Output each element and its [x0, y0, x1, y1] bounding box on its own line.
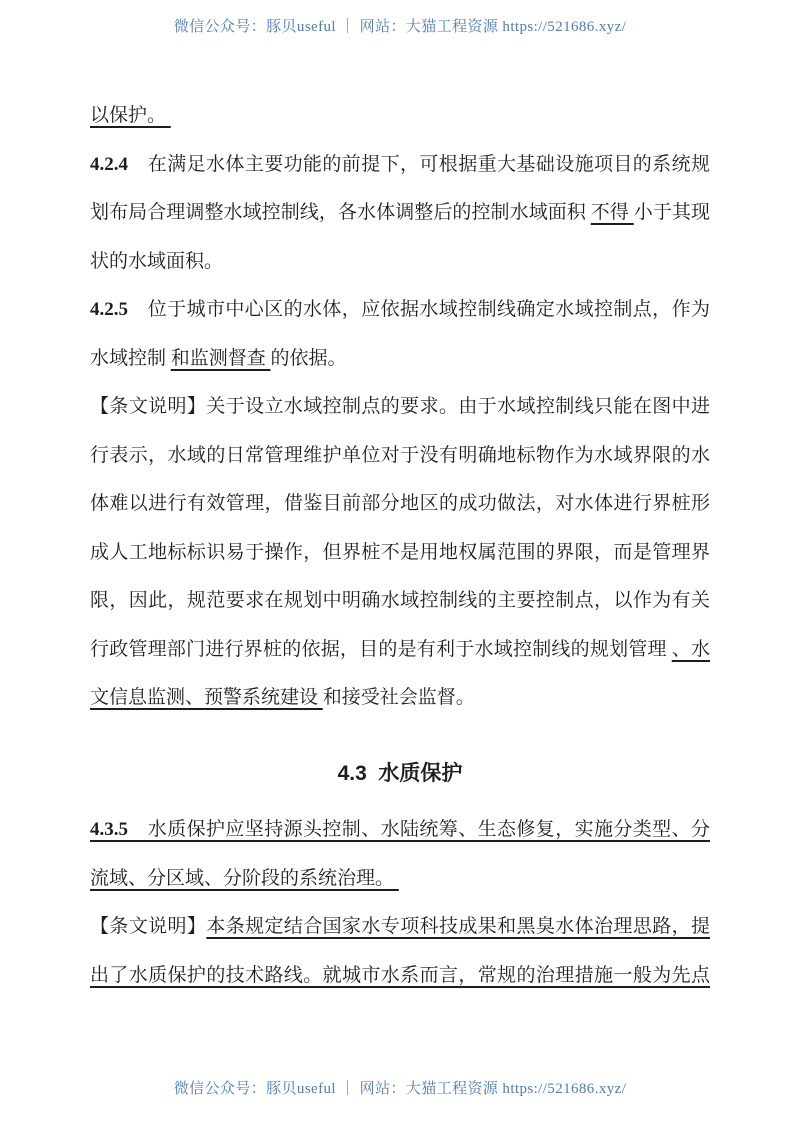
- text-segment: 以保护。: [90, 105, 171, 126]
- header-watermark: 微信公众号：豚贝useful ｜ 网站：大猫工程资源 https://521686.xyz/: [173, 19, 627, 35]
- text-line: [90, 903, 710, 952]
- clause-4-2-5: [90, 286, 710, 383]
- text-segment: 水域控制: [90, 347, 171, 369]
- clause-4-2-4: [90, 141, 710, 287]
- explanation-4-3-5: [90, 903, 710, 1000]
- continuation-line: [90, 92, 710, 141]
- text-segment: 【条文说明】: [90, 916, 207, 937]
- text-segment: 划布局合理调整水域控制线，各水体调整后的控制水域面积: [90, 202, 591, 223]
- text-line: [90, 335, 710, 384]
- text-segment: 不得: [590, 202, 634, 223]
- text-segment: 和监测督查: [170, 347, 271, 369]
- document-body: [90, 92, 710, 1000]
- text-segment: 在满足水体主要功能的前提下，可根据重大基础设施项目的系统规: [128, 153, 710, 175]
- text-line: [90, 92, 710, 141]
- clause-4-3-5: [90, 806, 710, 903]
- text-segment: 行政管理部门进行界桩的依据，目的是有利于水域控制线的规划管理: [90, 638, 672, 660]
- footer-watermark: 微信公众号：豚贝useful ｜ 网站：大猫工程资源 https://521686.xyz/: [173, 1081, 627, 1097]
- text-line: [90, 238, 710, 287]
- clause-number: 4.3.5: [90, 819, 128, 840]
- text-line: [90, 806, 710, 855]
- text-line: [90, 674, 710, 723]
- text-segment: 和接受社会监督。: [322, 687, 475, 708]
- explanation-4-2-5: [90, 383, 710, 723]
- text-line: [90, 855, 710, 904]
- text-segment: 流域、分区域、分阶段的系统治理。: [90, 867, 399, 889]
- text-segment: 【条文说明】关于设立水域控制点的要求。由于水域控制线只能在图中进: [90, 396, 710, 417]
- text-segment: 位于城市中心区的水体，应依据水域控制线确定水域控制点，作为: [128, 299, 710, 320]
- text-segment: 成人工地标标识易于操作，但界桩不是用地权属范围的界限，而是管理界: [90, 541, 710, 563]
- text-segment: 本条规定结合国家水专项科技成果和黑臭水体治理思路，提: [206, 916, 710, 937]
- text-line: [90, 577, 710, 626]
- text-line: [90, 750, 710, 799]
- text-segment: 状的水域面积。: [90, 250, 224, 272]
- text-segment: 小于其现: [633, 202, 710, 223]
- text-segment: 、水: [671, 638, 710, 660]
- text-segment: 出了水质保护的技术路线。就城市水系而言，常规的治理措施一般为先点: [90, 964, 710, 986]
- text-line: [90, 626, 710, 675]
- text-line: [90, 480, 710, 529]
- text-segment: 限，因此，规范要求在规划中明确水域控制线的主要控制点，以作为有关: [90, 590, 710, 611]
- text-line: [90, 529, 710, 578]
- text-line: [90, 383, 710, 432]
- clause-number: 4.2.4: [90, 153, 128, 175]
- text-segment: 文信息监测、预警系统建设: [90, 687, 323, 708]
- text-segment: 水质保护应坚持源头控制、水陆统筹、生态修复，实施分类型、分: [128, 819, 710, 840]
- clause-number: 4.3 水质保护: [337, 761, 463, 785]
- text-segment: 体难以进行有效管理，借鉴目前部分地区的成功做法，对水体进行界桩形: [90, 493, 710, 514]
- text-segment: 的依据。: [270, 347, 347, 369]
- text-line: [90, 432, 710, 481]
- clause-number: 4.2.5: [90, 299, 128, 320]
- text-line: [90, 189, 710, 238]
- text-segment: 行表示，水域的日常管理维护单位对于没有明确地标物作为水域界限的水: [90, 444, 710, 466]
- section-heading-4-3: [90, 750, 710, 799]
- text-line: [90, 952, 710, 1001]
- text-line: [90, 286, 710, 335]
- text-line: [90, 141, 710, 190]
